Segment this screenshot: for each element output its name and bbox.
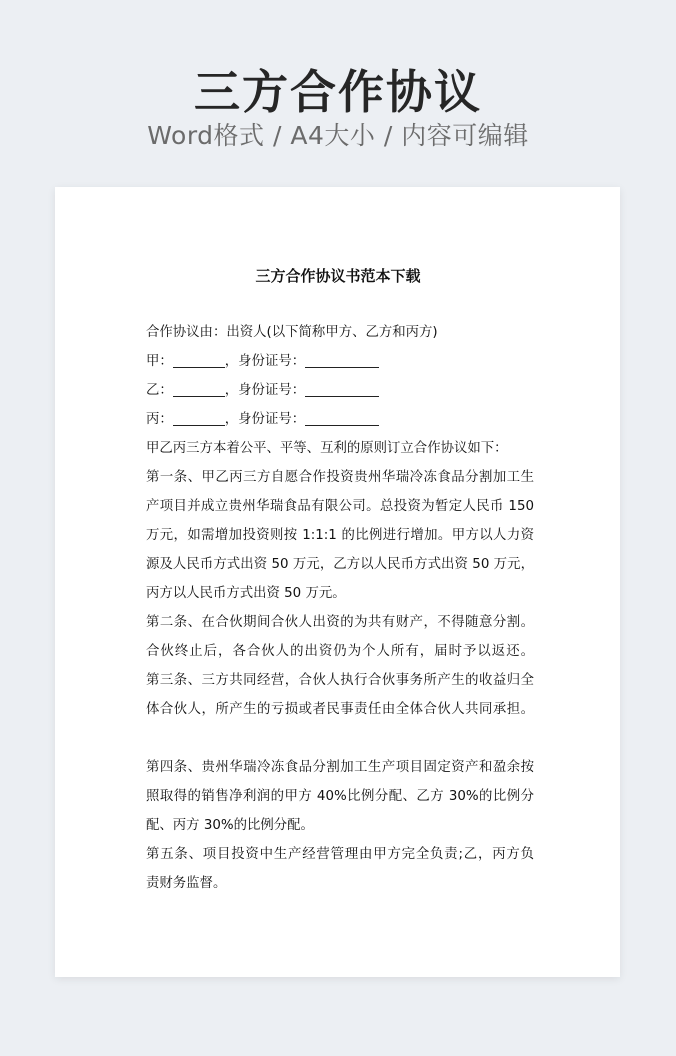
party-c-id-blank[interactable] xyxy=(305,409,379,426)
party-a-label: 甲： xyxy=(146,354,173,369)
party-a-name-blank[interactable] xyxy=(173,351,225,368)
party-c-row xyxy=(146,405,534,434)
article4-line-2: 照取得的销售净利润的甲方 40%比例分配、乙方 30%的比例分 xyxy=(146,789,534,804)
article5-line-2: 责财务监督。 xyxy=(146,876,227,891)
document-title: 三方合作协议书范本下载 xyxy=(255,267,421,285)
article1-line-4: 源及人民币方式出资 50 万元，乙方以人民币方式出资 50 万元， xyxy=(146,557,534,572)
document-body xyxy=(146,318,534,898)
paragraph-spacer xyxy=(146,724,534,753)
article4-line-3: 配、丙方 30%的比例分配。 xyxy=(146,818,314,833)
article1-line-1: 第一条、甲乙丙三方自愿合作投资贵州华瑞冷冻食品分割加工生 xyxy=(146,470,534,485)
party-c-name-blank[interactable] xyxy=(173,409,225,426)
preamble-line: 甲乙丙三方本着公平、平等、互利的原则订立合作协议如下： xyxy=(146,441,508,456)
article1-line-5: 丙方以人民币方式出资 50 万元。 xyxy=(146,586,346,601)
party-b-id-label: ，身份证号： xyxy=(224,383,306,398)
article3-line-1: 第三条、三方共同经营，合伙人执行合伙事务所产生的收益归全 xyxy=(146,673,534,688)
party-b-name-blank[interactable] xyxy=(173,380,225,397)
party-a-row xyxy=(146,347,534,376)
article2-line-2: 合伙终止后，各合伙人的出资仍为个人所有，届时予以返还。 xyxy=(146,644,534,659)
article1-line-2: 产项目并成立贵州华瑞食品有限公司。总投资为暂定人民币 150 xyxy=(146,499,534,514)
party-c-id-label: ，身份证号： xyxy=(224,412,306,427)
party-b-label: 乙： xyxy=(146,383,173,398)
article1-line-3: 万元，如需增加投资则按 1:1:1 的比例进行增加。甲方以人力资 xyxy=(146,528,534,543)
banner-title: 三方合作协议 xyxy=(194,65,482,119)
article2-line-1: 第二条、在合伙期间合伙人出资的为共有财产，不得随意分割。 xyxy=(146,615,534,630)
party-a-id-blank[interactable] xyxy=(305,351,379,368)
party-b-id-blank[interactable] xyxy=(305,380,379,397)
article4-line-1: 第四条、贵州华瑞冷冻食品分割加工生产项目固定资产和盈余按 xyxy=(146,760,534,775)
party-b-row xyxy=(146,376,534,405)
article5-line-1: 第五条、项目投资中生产经营管理由甲方完全负责;乙，丙方负 xyxy=(146,847,534,862)
article3-line-2: 体合伙人，所产生的亏损或者民事责任由全体合伙人共同承担。 xyxy=(146,702,534,717)
party-a-id-label: ，身份证号： xyxy=(224,354,306,369)
banner-subtitle: Word格式 / A4大小 / 内容可编辑 xyxy=(147,121,529,150)
party-c-label: 丙： xyxy=(146,412,173,427)
intro-line: 合作协议由：出资人(以下简称甲方、乙方和丙方) xyxy=(146,325,438,340)
